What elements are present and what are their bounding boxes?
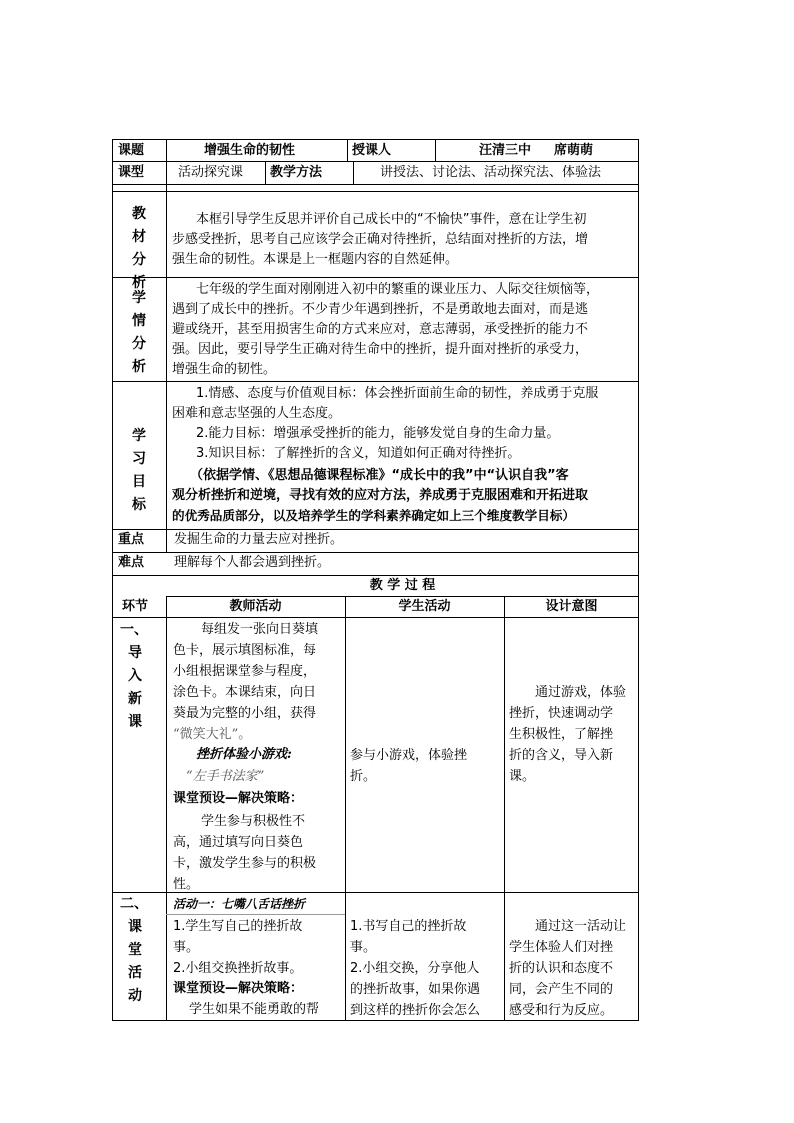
text-line: 增强生命的韧性。 bbox=[172, 362, 277, 377]
design-column-header: 设计意图 bbox=[545, 599, 598, 614]
label-char: 习 bbox=[132, 451, 146, 467]
text-line: （依据学情、《思想品德课程标准》“成长中的我”中“认识自我”客 bbox=[190, 468, 569, 483]
text-line: 卡，激发学生参与的积极 bbox=[173, 856, 317, 871]
row-divider bbox=[112, 277, 639, 278]
row-divider bbox=[112, 191, 639, 192]
label-char: 析 bbox=[132, 359, 146, 375]
stage2-student-activity bbox=[350, 916, 480, 1021]
objectives-text bbox=[172, 384, 598, 464]
label-line: 入 bbox=[128, 668, 142, 684]
text-line: 事。 bbox=[350, 940, 377, 955]
stage-column-header: 环节 bbox=[122, 599, 149, 614]
text-line: 性。 bbox=[173, 877, 200, 892]
objectives-basis-text bbox=[172, 466, 588, 526]
text-line: 强生命的韧性。本课是上一框题内容的自然延伸。 bbox=[172, 252, 459, 267]
stage1-design-intent bbox=[509, 682, 626, 787]
label-char: 学 bbox=[132, 290, 146, 306]
process-title: 教 学 过 程 bbox=[369, 578, 436, 593]
stage2-design-intent bbox=[509, 916, 626, 1021]
text-line: 涂色卡。本课结束，向日 bbox=[173, 685, 317, 700]
teacher-column-header: 教师活动 bbox=[229, 599, 282, 614]
textbook-analysis-text bbox=[172, 210, 588, 270]
text-line: 强。因此，要引导学生正确对待生命中的挫折，提升面对挫折的承受力， bbox=[172, 342, 589, 357]
col-divider bbox=[435, 139, 436, 161]
text-line: 折的含义，导入新 bbox=[509, 748, 614, 763]
teacher-label: 授课人 bbox=[352, 143, 392, 158]
game-name: “左手书法家” bbox=[186, 769, 265, 784]
table-border-top bbox=[112, 139, 639, 140]
key-point-value: 发掘生命的力量去应对挫折。 bbox=[174, 532, 344, 547]
difficulty-value: 理解每个人都会遇到挫折。 bbox=[174, 555, 331, 570]
text-line: 通过这一活动让 bbox=[535, 919, 627, 934]
text-line: 学生参与积极性不 bbox=[201, 814, 306, 829]
text-line: 感受和行为反应。 bbox=[509, 1003, 614, 1018]
label-line: 堂 bbox=[128, 942, 142, 958]
text-line: 避或绕开，甚至用损害生命的方式来应对，意志薄弱，承受挫折的能力不 bbox=[172, 322, 589, 337]
label-char: 材 bbox=[132, 229, 146, 245]
text-line: 学生体验人们对挫 bbox=[509, 940, 614, 955]
label-line: 新 bbox=[128, 691, 142, 707]
text-line: 事。 bbox=[173, 940, 200, 955]
text-line: 2.能力目标：增强承受挫折的能力，能够发觉自身的生命力量。 bbox=[196, 426, 560, 441]
text-line: 挫折，快速调动学 bbox=[509, 706, 614, 721]
text-line: 困难和意志坚强的人生态度。 bbox=[172, 406, 342, 421]
topic-label: 课题 bbox=[118, 143, 145, 158]
school-name: 汪清三中 bbox=[479, 143, 532, 158]
activity-title-underline bbox=[166, 914, 345, 915]
text-line: 2.小组交换挫折故事。 bbox=[173, 961, 303, 976]
col-divider bbox=[353, 161, 354, 184]
text-line: 的挫折故事，如果你遇 bbox=[350, 982, 481, 997]
topic-value: 增强生命的韧性 bbox=[204, 143, 296, 158]
text-line: “微笑大礼”。 bbox=[173, 727, 252, 742]
text-line: 2.小组交换，分享他人 bbox=[350, 961, 480, 976]
label-char: 析 bbox=[132, 275, 146, 291]
method-value: 讲授法、讨论法、活动探究法、体验法 bbox=[380, 165, 602, 180]
text-line: 每组发一张向日葵填 bbox=[201, 622, 319, 637]
lesson-plan-table bbox=[112, 139, 639, 1021]
col-divider bbox=[347, 139, 348, 161]
game-title: 挫折体验小游戏: bbox=[196, 747, 292, 762]
label-line: 导 bbox=[128, 645, 142, 661]
col-divider bbox=[265, 161, 266, 184]
text-line: 同，会产生不同的 bbox=[509, 982, 614, 997]
text-line: 1.学生写自己的挫折故 bbox=[173, 919, 303, 934]
stage2-label bbox=[120, 893, 148, 1008]
type-label: 课型 bbox=[118, 165, 145, 180]
row-divider bbox=[112, 381, 639, 382]
label-char: 目 bbox=[132, 474, 146, 490]
text-line: 折的认识和态度不 bbox=[509, 961, 614, 976]
difficulty-label: 难点 bbox=[118, 555, 145, 570]
text-line: 遇到了成长中的挫折。不少青少年遇到挫折，不是勇敢地去面对，而是逃 bbox=[172, 302, 589, 317]
text-line: 步感受挫折，思考自己应该学会正确对待挫折，总结面对挫折的方法，增 bbox=[172, 232, 589, 247]
text-line: 折。 bbox=[350, 769, 377, 784]
student-analysis-text bbox=[172, 280, 599, 380]
text-line: 到这样的挫折你会怎么 bbox=[350, 1003, 481, 1018]
row-divider bbox=[112, 617, 639, 618]
label-line: 二、 bbox=[120, 896, 148, 912]
text-line: 生积极性，了解挫 bbox=[509, 727, 614, 742]
text-line: 小组根据课堂参与程度， bbox=[173, 664, 317, 679]
label-char: 标 bbox=[132, 497, 146, 513]
label-line: 一、 bbox=[120, 622, 148, 638]
stage1-strategy-text bbox=[173, 811, 316, 895]
col-divider bbox=[166, 139, 167, 552]
col-divider bbox=[345, 596, 346, 1021]
label-line: 课 bbox=[128, 714, 142, 730]
stage1-teacher-activity bbox=[173, 619, 318, 745]
text-line: 通过游戏，体验 bbox=[535, 685, 627, 700]
text-line: 七年级的学生面对刚刚进入初中的繁重的课业压力、人际交往烦恼等， bbox=[196, 282, 600, 297]
text-line: 本框引导学生反思并评价自己成长中的“不愉快”事件，意在让学生初 bbox=[196, 212, 587, 227]
text-line: 高，通过填写向日葵色 bbox=[173, 835, 304, 850]
activity-one-title: 活动一：七嘴八舌话挫折 bbox=[173, 897, 306, 911]
label-char: 学 bbox=[132, 428, 146, 444]
row-divider bbox=[112, 184, 639, 185]
stage2-teacher-activity bbox=[173, 916, 302, 979]
stage2-strategy-text: 学生如果不能勇敢的帮 bbox=[189, 1002, 320, 1017]
textbook-analysis-label bbox=[112, 203, 166, 295]
label-line: 动 bbox=[128, 988, 142, 1004]
text-line: 色卡，展示填图标准，每 bbox=[173, 643, 317, 658]
stage1-strategy-title: 课堂预设—解决策略： bbox=[173, 791, 304, 806]
student-column-header: 学生活动 bbox=[398, 599, 451, 614]
label-char: 情 bbox=[132, 313, 146, 329]
objectives-label bbox=[112, 425, 166, 517]
text-line: 课。 bbox=[509, 769, 536, 784]
text-line: 3.知识目标：了解挫折的含义，知道如何正确对待挫折。 bbox=[196, 446, 521, 461]
row-divider bbox=[112, 161, 639, 162]
stage1-student-activity bbox=[350, 745, 467, 787]
col-divider bbox=[166, 596, 167, 1021]
label-char: 分 bbox=[132, 336, 146, 352]
label-char: 教 bbox=[132, 206, 146, 222]
key-point-label: 重点 bbox=[118, 532, 145, 547]
label-char: 分 bbox=[132, 252, 146, 268]
student-analysis-label bbox=[112, 287, 166, 379]
label-line: 课 bbox=[128, 919, 142, 935]
stage2-strategy-title: 课堂预设—解决策略： bbox=[173, 981, 304, 996]
stage1-label bbox=[120, 619, 148, 734]
text-line: 观分析挫折和逆境，寻找有效的应对方法，养成勇于克服困难和开拓进取 bbox=[172, 488, 589, 503]
text-line: 葵最为完整的小组，获得 bbox=[173, 706, 317, 721]
teacher-name: 席萌萌 bbox=[554, 143, 594, 158]
method-label: 教学方法 bbox=[270, 165, 323, 180]
text-line: 1.情感、态度与价值观目标：体会挫折面前生命的韧性，养成勇于克服 bbox=[196, 386, 599, 401]
text-line: 的优秀品质部分，以及培养学生的学科素养确定如上三个维度教学目标） bbox=[172, 508, 575, 523]
text-line: 参与小游戏，体验挫 bbox=[350, 748, 468, 763]
label-line: 活 bbox=[128, 965, 142, 981]
text-line: 1.书写自己的挫折故 bbox=[350, 919, 467, 934]
col-divider bbox=[504, 596, 505, 1021]
type-value: 活动探究课 bbox=[178, 165, 244, 180]
